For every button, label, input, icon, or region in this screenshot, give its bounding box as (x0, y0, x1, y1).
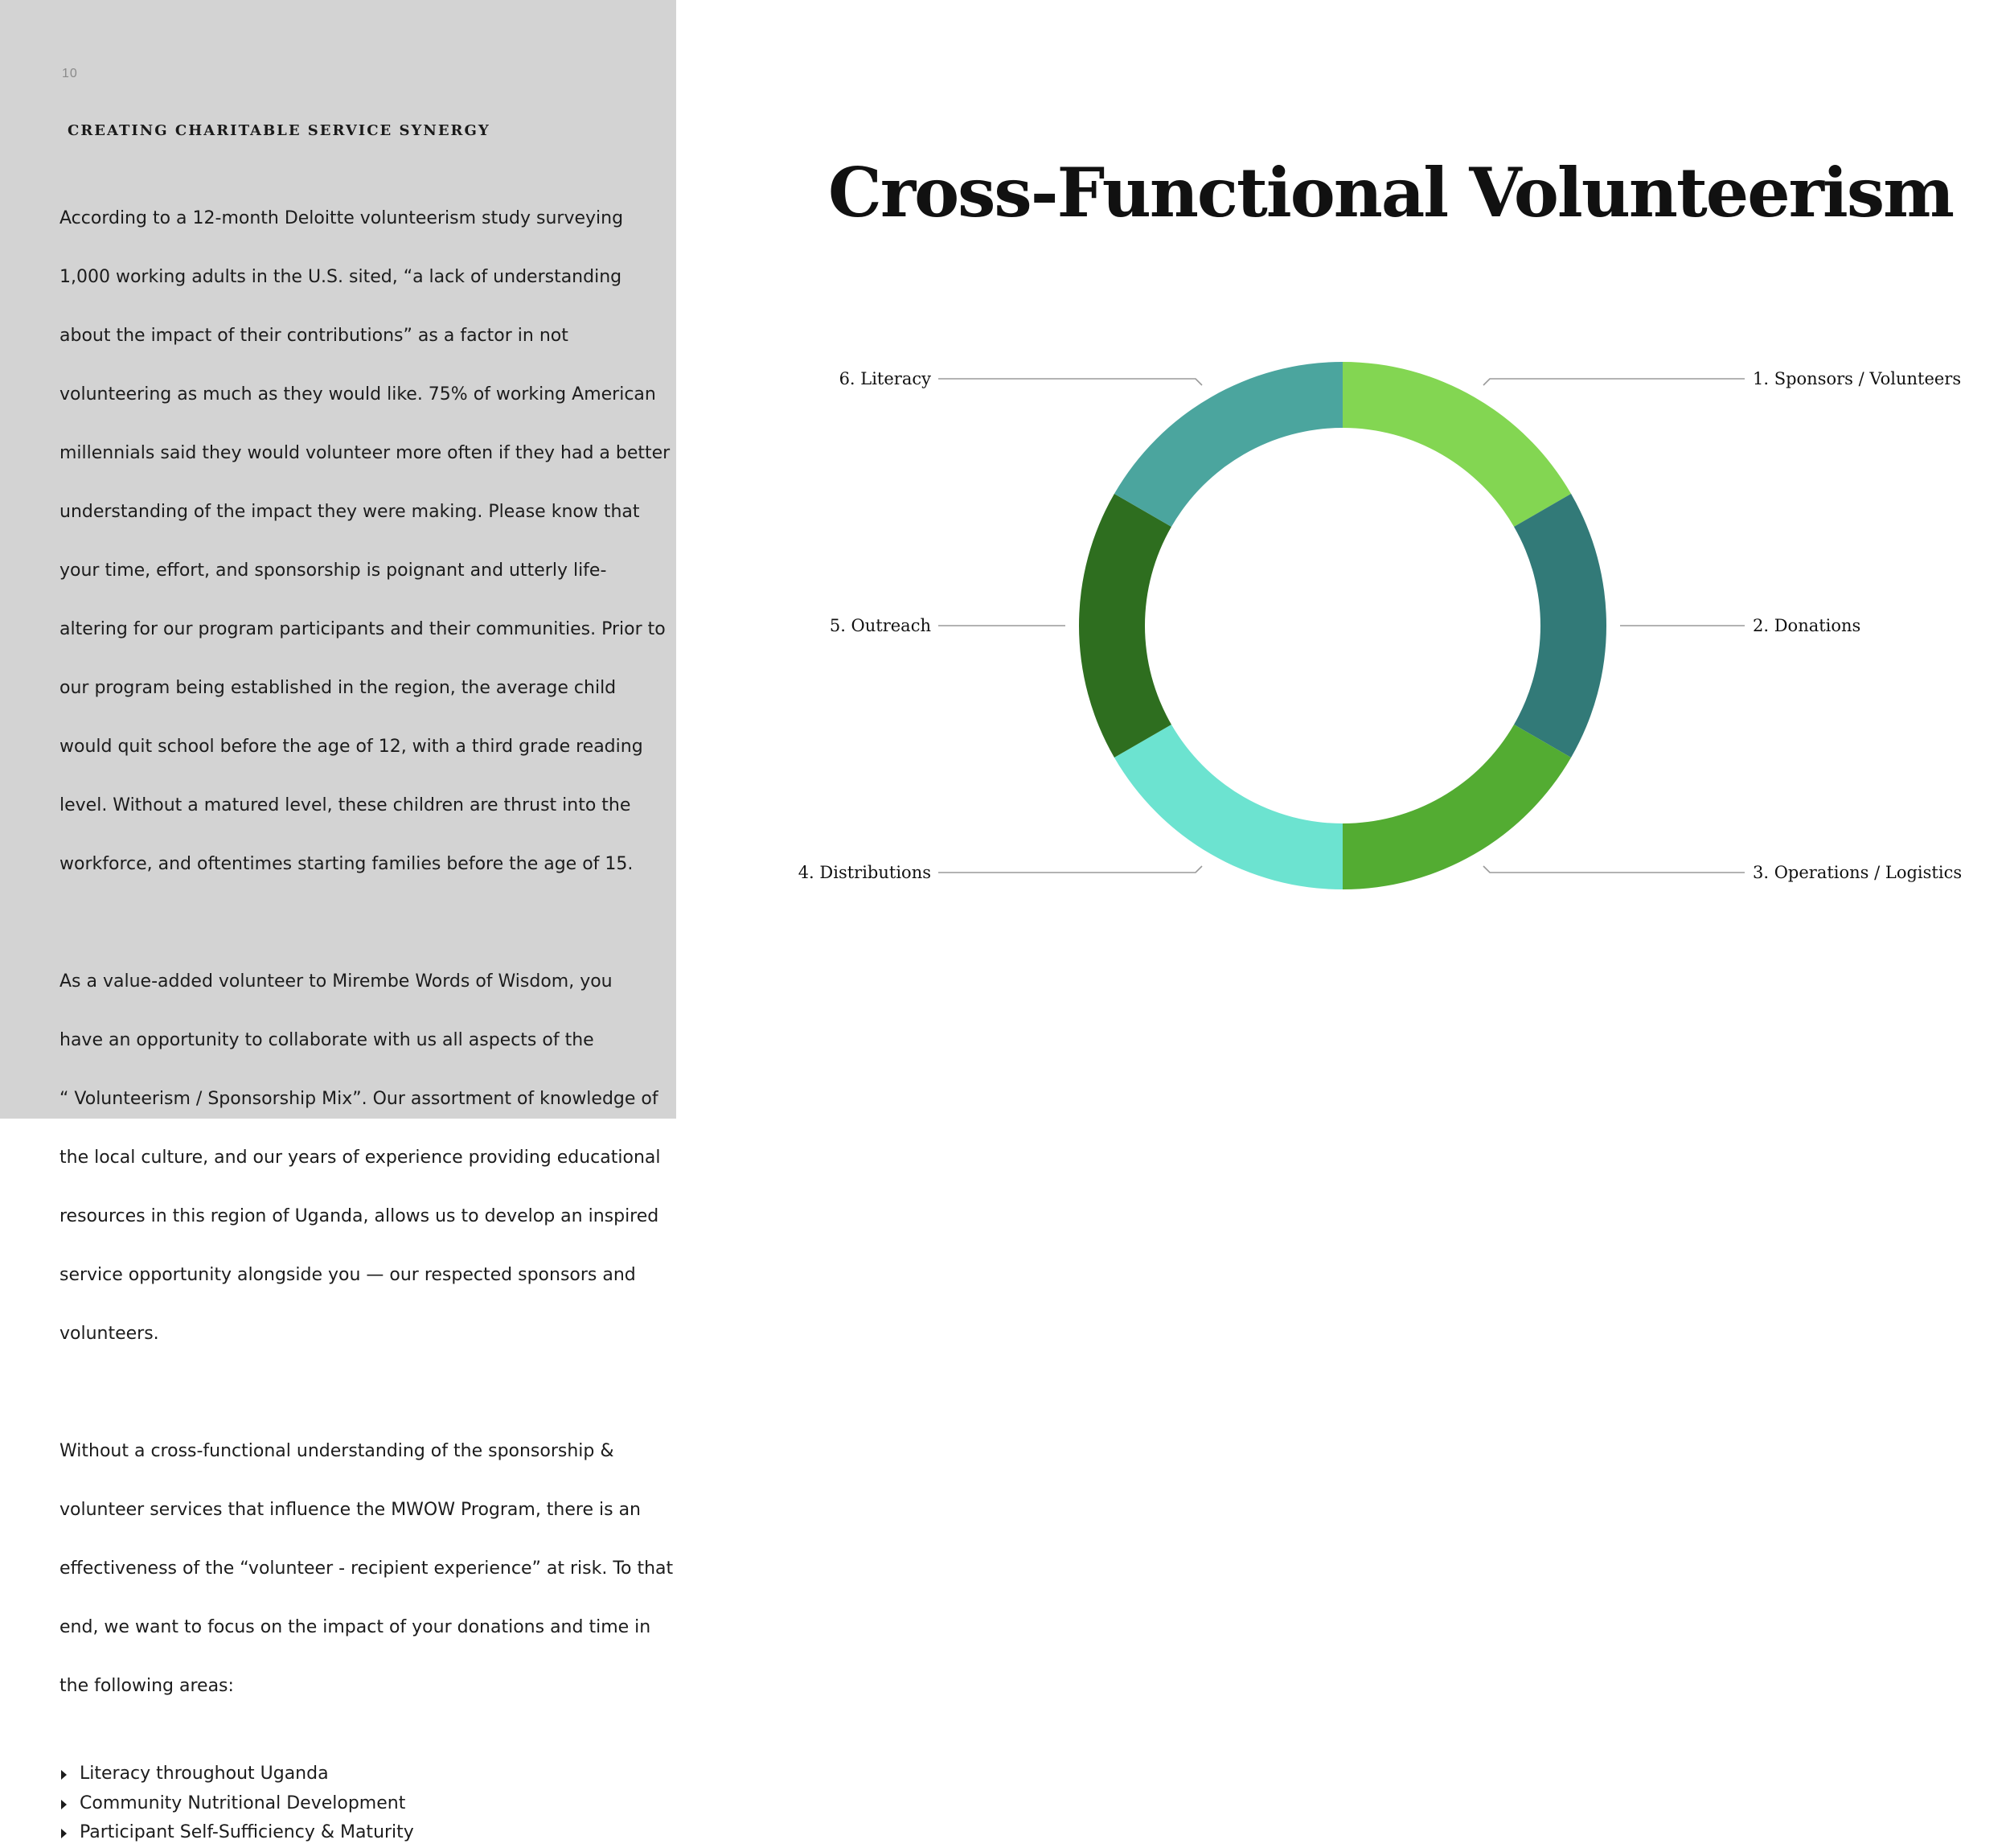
page-number: 10 (62, 67, 78, 80)
text-line: effectiveness of the “volunteer - recipient experience” at risk. To that (59, 1558, 674, 1579)
chart-segments (1079, 362, 1606, 889)
text-line: our program being established in the region, the average child (59, 677, 617, 698)
text-line: resources in this region of Uganda, allows us to develop an inspired (59, 1205, 659, 1226)
leader-line-literacy (938, 379, 1202, 385)
text-line: the local culture, and our years of experience providing educational (59, 1147, 661, 1168)
chart-label-outreach: 5. Outreach (829, 616, 931, 635)
focus-area-list (59, 1760, 638, 1848)
text-line: the following areas: (59, 1675, 234, 1696)
section-heading: CREATING CHARITABLE SERVICE SYNERGY (68, 122, 490, 139)
list-item (59, 1789, 638, 1819)
text-line: “ Volunteerism / Sponsorship Mix”. Our assortment of knowledge of (59, 1088, 658, 1109)
text-line: millennials said they would volunteer more often if they had a better (59, 442, 671, 463)
text-line: volunteering as much as they would like. 75% of working American (59, 384, 656, 405)
text-line: have an opportunity to collaborate with us all aspects of the (59, 1029, 594, 1050)
donut-segment-outreach (1079, 494, 1171, 758)
donut-segment-donations (1514, 494, 1606, 758)
chart-leader-lines (938, 379, 1745, 873)
text-line: Without a cross-functional understanding of the sponsorship & (59, 1440, 614, 1461)
chart-label-distributions: 4. Distributions (798, 863, 931, 882)
chart-title: Cross-Functional Volunteerism (828, 153, 1953, 232)
list-item-label: Literacy throughout Uganda (80, 1764, 329, 1784)
text-line: As a value-added volunteer to Mirembe Words of Wisdom, you (59, 971, 613, 992)
leader-line-distributions (938, 866, 1202, 873)
text-line: about the impact of their contributions” as a factor in not (59, 325, 568, 346)
donut-segment-sponsors-volunteers (1343, 362, 1571, 527)
donut-segment-distributions (1114, 725, 1343, 889)
chart-label-operations-logistics: 3. Operations / Logistics (1753, 863, 1963, 882)
bullet-triangle-icon (61, 1770, 67, 1780)
donut-segment-operations-logistics (1343, 725, 1571, 889)
text-line: level. Without a matured level, these children are thrust into the (59, 795, 631, 815)
list-item (59, 1818, 638, 1848)
text-line: volunteers. (59, 1323, 159, 1344)
bullet-triangle-icon (61, 1829, 67, 1838)
chart-label-literacy: 6. Literacy (839, 369, 931, 388)
text-line: According to a 12-month Deloitte volunteerism study surveying (59, 207, 624, 228)
paragraph-3 (59, 1407, 674, 1731)
bullet-triangle-icon (61, 1800, 67, 1809)
list-item-label: Participant Self-Sufficiency & Maturity (80, 1822, 414, 1842)
text-line: workforce, and oftentimes starting families before the age of 15. (59, 853, 634, 874)
leader-line-operations-logistics (1483, 866, 1745, 873)
list-item-label: Community Nutritional Development (80, 1793, 406, 1813)
text-line: would quit school before the age of 12, with a third grade reading (59, 736, 643, 757)
donut-segment-literacy (1114, 362, 1343, 527)
text-line: service opportunity alongside you — our respected sponsors and (59, 1264, 636, 1285)
text-line: altering for our program participants and their communities. Prior to (59, 618, 666, 639)
text-line: your time, effort, and sponsorship is poignant and utterly life- (59, 560, 607, 581)
chart-label-sponsors-volunteers: 1. Sponsors / Volunteers (1753, 369, 1962, 388)
text-line: volunteer services that influence the MWOW Program, there is an (59, 1499, 641, 1520)
chart-label-donations: 2. Donations (1753, 616, 1861, 635)
text-line: 1,000 working adults in the U.S. sited, “a lack of understanding (59, 266, 622, 287)
text-line: end, we want to focus on the impact of your donations and time in (59, 1616, 651, 1637)
leader-line-sponsors-volunteers (1483, 379, 1745, 385)
list-item (59, 1760, 638, 1789)
text-line: understanding of the impact they were making. Please know that (59, 501, 640, 522)
